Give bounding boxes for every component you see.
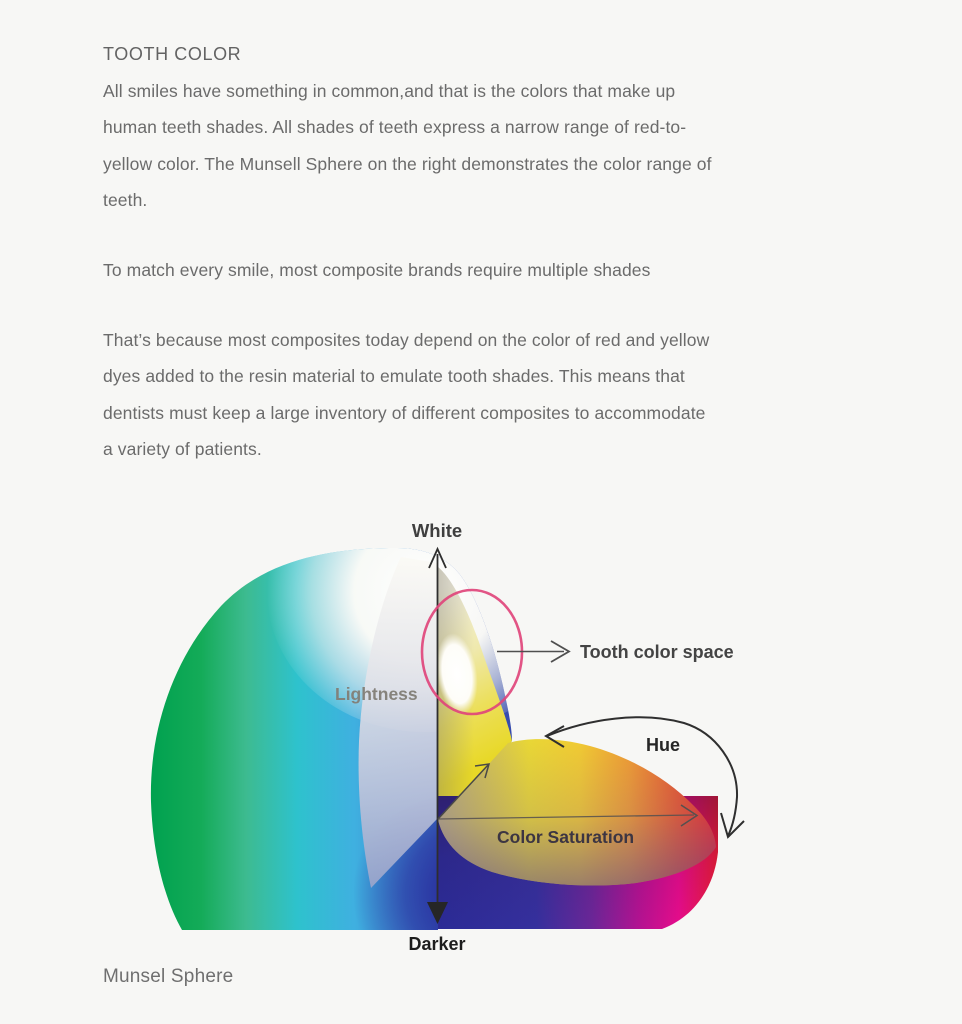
munsell-sphere-diagram [132,498,752,968]
paragraph-1-line: All smiles have something in common,and that is the colors that make up [103,80,676,101]
paragraph-1-line: yellow color. The Munsell Sphere on the right demonstrates the color range of [103,153,712,174]
label-white: White [411,520,463,541]
label-color-saturation: Color Saturation [497,827,635,847]
paragraph-1-line: human teeth shades. All shades of teeth express a narrow range of red-to- [103,117,687,138]
color-sphere [151,498,718,968]
munsell-sphere-figure [132,498,752,968]
figure-caption: Munsel Sphere [103,966,234,987]
paragraph-1 [103,73,863,219]
paragraph-3-line: dyes added to the resin material to emulate tooth shades. This means that [103,366,685,387]
section-heading: TOOTH COLOR [103,44,242,64]
paragraph-2 [103,252,863,289]
paragraph-3-line: dentists must keep a large inventory of different composites to accommodate [103,402,706,423]
label-darker: Darker [408,934,466,954]
label-tooth-color-space: Tooth color space [580,642,734,662]
paragraph-3-line: a variety of patients. [103,439,262,460]
label-hue: Hue [646,735,681,755]
paragraph-3-line: That’s because most composites today depend on the color of red and yellow [103,329,710,350]
paragraph-1-line: teeth. [103,190,148,211]
paragraph-2-line: To match every smile, most composite brands require multiple shades [103,259,651,280]
paragraph-3 [103,322,863,468]
article [103,36,863,468]
label-lightness: Lightness [335,684,418,704]
